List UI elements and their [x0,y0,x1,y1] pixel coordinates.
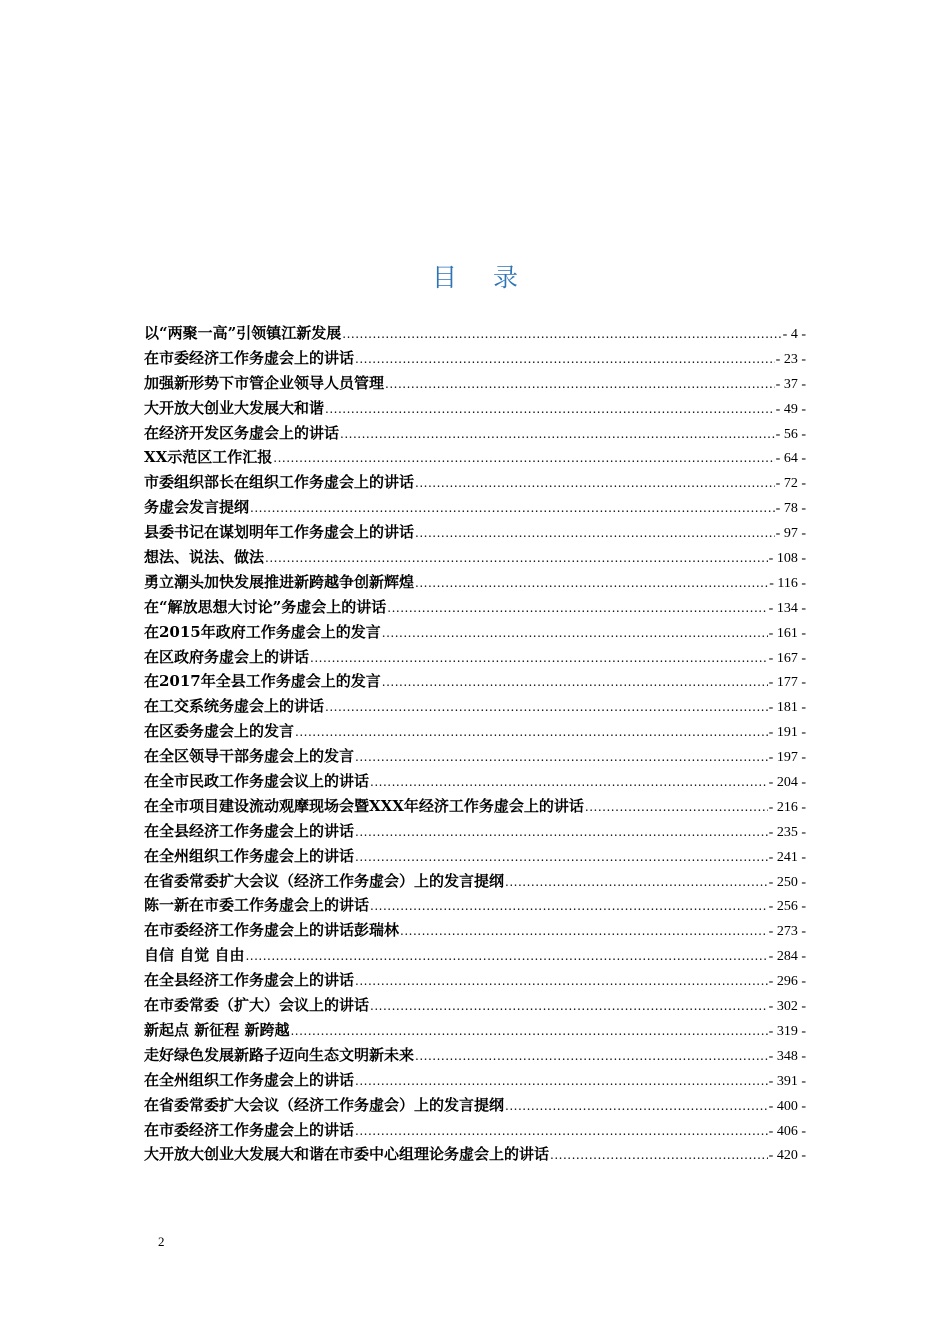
toc-entry-page[interactable]: - 64 - [775,451,806,467]
toc-dot-leader [415,1044,768,1069]
toc-entry-title[interactable]: 在区政府务虚会上的讲话 [144,647,310,666]
toc-dot-leader [505,870,768,895]
toc-dot-leader [310,646,768,671]
toc-entry-title[interactable]: 在省委常委扩大会议（经济工作务虚会）上的发言提纲 [144,1095,505,1114]
toc-entry[interactable] [144,1118,806,1143]
toc-entry-page[interactable]: - 56 - [775,426,806,442]
toc-entry[interactable] [144,620,806,645]
toc-entry-page[interactable]: - 23 - [775,351,806,367]
toc-entry-title[interactable]: 在全州组织工作务虚会上的讲话 [144,846,355,865]
toc-entry-title[interactable]: 以“两聚一高”引领镇江新发展 [144,324,342,342]
toc-entry-page[interactable]: - 216 - [768,799,806,815]
toc-dot-leader [382,670,768,695]
toc-dot-leader [550,1143,768,1168]
toc-entry-page[interactable]: - 406 - [768,1123,806,1139]
toc-dot-leader [415,571,768,596]
toc-dot-leader [355,1119,768,1144]
toc-entry-title[interactable]: 加强新形势下市管企业领导人员管理 [144,373,385,392]
toc-entry[interactable] [144,719,806,744]
toc-dot-leader [273,446,774,471]
toc-entry-page[interactable]: - 116 - [769,575,806,591]
toc-entry-title[interactable]: 县委书记在谋划明年工作务虚会上的讲话 [144,523,415,542]
toc-entry-title[interactable]: 走好绿色发展新路子迈向生态文明新未来 [144,1045,415,1064]
toc-entry[interactable] [144,893,806,918]
toc-entry[interactable] [144,495,806,520]
toc-entry-page[interactable]: - 177 - [768,675,806,691]
toc-dot-leader [415,471,775,496]
page-number: 2 [158,1234,165,1249]
toc-dot-leader [355,347,775,372]
toc-entry[interactable] [144,1043,806,1068]
toc-entry[interactable] [144,445,806,470]
toc-entry-page[interactable]: - 250 - [768,874,806,890]
toc-dot-leader [370,770,768,795]
toc-entry[interactable] [144,844,806,869]
toc-entry[interactable] [144,1142,806,1167]
toc-entry-title[interactable]: 在2015年政府工作务虚会上的发言 [144,622,381,641]
toc-entry[interactable] [144,371,806,396]
toc-entry-title[interactable]: 务虚会发言提纲 [144,498,250,517]
toc-dot-leader [355,820,768,845]
toc-entry[interactable] [144,869,806,894]
toc-dot-leader [340,422,775,447]
toc-entry[interactable] [144,968,806,993]
toc-dot-leader [342,322,781,347]
toc-dot-leader [505,1094,768,1119]
toc-entry-title[interactable]: XX示范区工作汇报 [144,448,273,467]
toc-title: 目 录 [432,263,532,292]
toc-entry-page[interactable]: - 167 - [768,650,806,666]
toc-entry-title[interactable]: 陈一新在市委工作务虚会上的讲话 [144,896,370,915]
toc-entry-title[interactable]: 想法、说法、做法 [144,548,265,567]
toc-entry-page[interactable]: - 134 - [768,600,806,616]
toc-entry[interactable] [144,396,806,421]
toc-entry[interactable] [144,421,806,446]
toc-entry-page[interactable]: - 78 - [775,501,806,517]
toc-entry[interactable] [144,1093,806,1118]
toc-entry-page[interactable]: - 420 - [768,1148,806,1164]
toc-entry-page[interactable]: - 197 - [768,750,806,766]
toc-entry[interactable] [144,769,806,794]
toc-entry-title[interactable]: 大开放大创业大发展大和谐 [144,398,325,417]
toc-dot-leader [370,894,768,919]
toc-entry-page[interactable]: - 108 - [768,551,806,567]
toc-entry-page[interactable]: - 181 - [768,700,806,716]
toc-entry-title[interactable]: 自信 自觉 自由 [144,946,245,965]
toc-entry-title[interactable]: 在2017年全县工作务虚会上的发言 [144,672,381,691]
toc-entry[interactable] [144,321,806,346]
toc-entry-page[interactable]: - 191 - [768,725,806,741]
toc-dot-leader [325,397,775,422]
toc-entry[interactable] [144,943,806,968]
toc-entry-title[interactable]: 在工交系统务虚会上的讲话 [144,697,325,716]
toc-dot-leader [355,1069,768,1094]
toc-entry-title[interactable]: 新起点 新征程 新跨越 [144,1020,290,1039]
toc-entry-title[interactable]: 在全市民政工作务虚会议上的讲话 [144,772,370,791]
toc-entry-page[interactable]: - 204 - [768,775,806,791]
toc-entry-page[interactable]: - 319 - [768,1023,806,1039]
toc-entry-title[interactable]: 在全县经济工作务虚会上的讲话 [144,971,355,990]
toc-entry-page[interactable]: - 296 - [768,974,806,990]
toc-entry[interactable] [144,744,806,769]
toc-entry-page[interactable]: - 97 - [775,526,806,542]
toc-dot-leader [325,695,768,720]
toc-entry-title[interactable]: 在全州组织工作务虚会上的讲话 [144,1070,355,1089]
toc-dot-leader [370,994,768,1019]
toc-dot-leader [387,596,767,621]
toc-list [144,321,806,1167]
toc-entry-title[interactable]: 勇立潮头加快发展推进新跨越争创新辉煌 [144,572,415,591]
toc-entry-page[interactable]: - 256 - [768,899,806,915]
toc-entry[interactable] [144,993,806,1018]
toc-dot-leader [245,944,767,969]
toc-entry-title[interactable]: 在全县经济工作务虚会上的讲话 [144,821,355,840]
toc-entry-page[interactable]: - 4 - [782,327,806,342]
toc-entry-page[interactable]: - 284 - [768,949,806,965]
toc-entry[interactable] [144,1018,806,1043]
toc-entry-page[interactable]: - 273 - [768,924,806,940]
toc-dot-leader [385,372,775,397]
toc-dot-leader [290,1019,767,1044]
toc-entry[interactable] [144,794,806,819]
toc-dot-leader [382,621,768,646]
toc-entry-page[interactable]: - 235 - [768,824,806,840]
toc-entry-title[interactable]: 在省委常委扩大会议（经济工作务虚会）上的发言提纲 [144,871,505,890]
toc-entry[interactable] [144,570,806,595]
toc-entry[interactable] [144,545,806,570]
toc-dot-leader [355,745,768,770]
toc-entry-page[interactable]: - 400 - [768,1098,806,1114]
toc-entry-page[interactable]: - 241 - [768,849,806,865]
toc-entry-title[interactable]: 在市委经济工作务虚会上的讲话 [144,348,355,367]
toc-entry[interactable] [144,470,806,495]
toc-entry-page[interactable]: - 348 - [768,1048,806,1064]
toc-entry-title[interactable]: 在市委常委（扩大）会议上的讲话 [144,996,370,1015]
toc-entry[interactable] [144,918,806,943]
toc-entry[interactable] [144,346,806,371]
toc-entry-page[interactable]: - 391 - [768,1073,806,1089]
toc-entry[interactable] [144,694,806,719]
toc-entry-title[interactable]: 在全市项目建设流动观摩现场会暨XXX年经济工作务虚会上的讲话 [144,796,584,815]
toc-entry-title[interactable]: 市委组织部长在组织工作务虚会上的讲话 [144,473,415,492]
toc-entry-title[interactable]: 大开放大创业大发展大和谐在市委中心组理论务虚会上的讲话 [144,1145,550,1164]
toc-entry[interactable] [144,520,806,545]
toc-entry-title[interactable]: 在市委经济工作务虚会上的讲话 [144,1120,355,1139]
toc-entry-page[interactable]: - 37 - [775,376,806,392]
toc-entry-page[interactable]: - 161 - [768,625,806,641]
toc-dot-leader [295,720,768,745]
toc-dot-leader [250,496,775,521]
toc-dot-leader [265,546,768,571]
toc-entry-title[interactable]: 在经济开发区务虚会上的讲话 [144,423,340,442]
toc-dot-leader [585,795,768,820]
toc-dot-leader [355,845,768,870]
toc-entry-title[interactable]: 在全区领导干部务虚会上的发言 [144,747,355,766]
toc-entry[interactable] [144,819,806,844]
toc-dot-leader [355,969,768,994]
toc-dot-leader [415,521,775,546]
toc-dot-leader [400,919,768,944]
toc-entry-title[interactable]: 在区委务虚会上的发言 [144,722,295,741]
toc-entry-page[interactable]: - 72 - [775,476,806,492]
toc-entry[interactable] [144,645,806,670]
toc-entry[interactable] [144,669,806,694]
toc-entry[interactable] [144,595,806,620]
toc-entry-title[interactable]: 在市委经济工作务虚会上的讲话彭瑞林 [144,921,400,940]
toc-entry[interactable] [144,1068,806,1093]
toc-entry-title[interactable]: 在“解放思想大讨论”务虚会上的讲话 [144,597,387,616]
toc-entry-page[interactable]: - 49 - [775,401,806,417]
toc-entry-page[interactable]: - 302 - [768,999,806,1015]
